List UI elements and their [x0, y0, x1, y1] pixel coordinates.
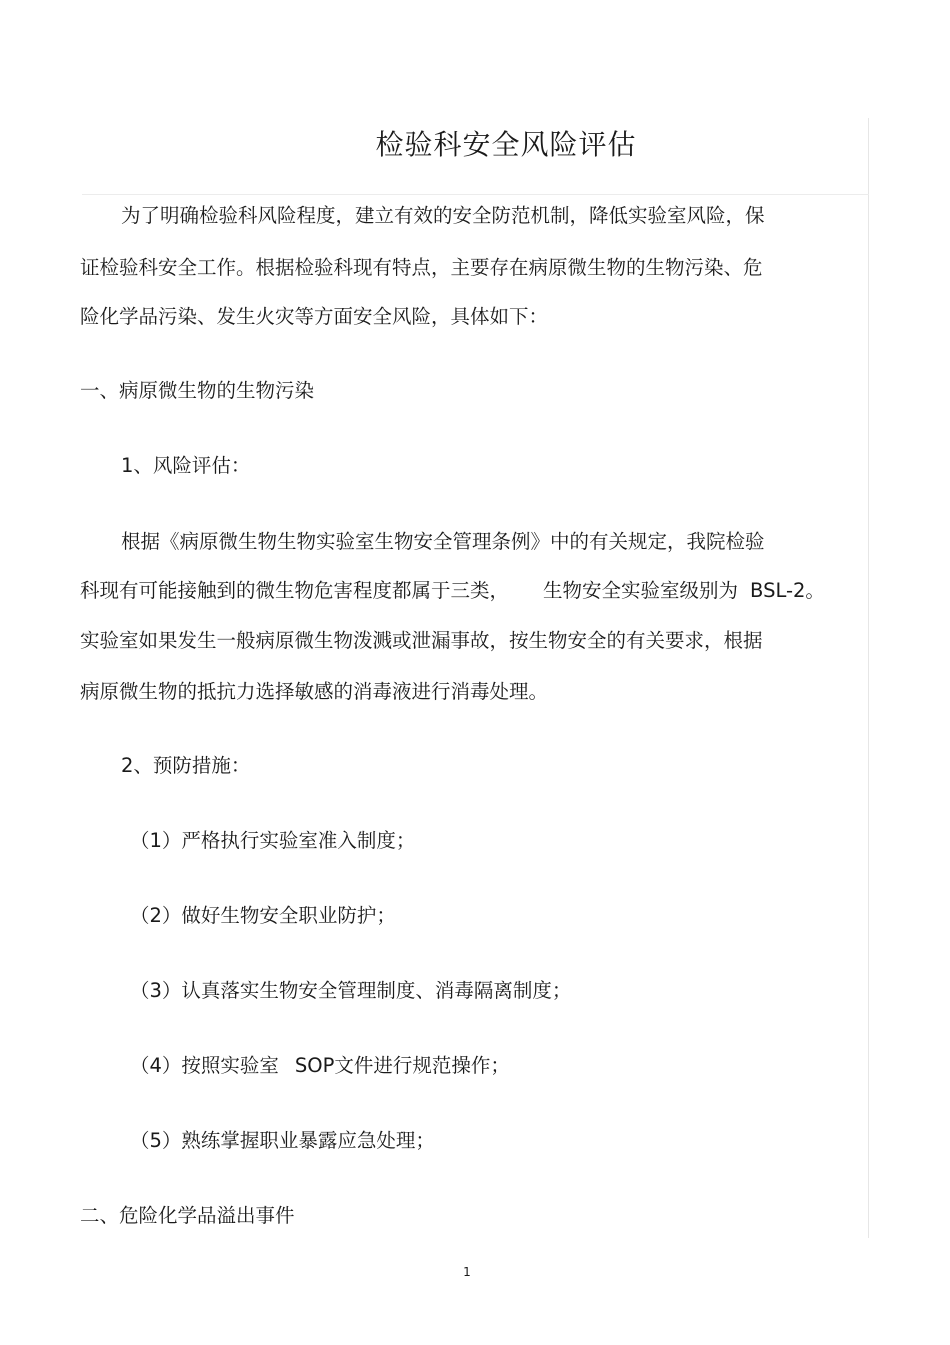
measure-item-2: （2）做好生物安全职业防护； — [130, 904, 396, 927]
page-frame-top-edge — [82, 194, 869, 195]
intro-line-3: 险化学品污染、发生火灾等方面安全风险，具体如下： — [80, 305, 549, 328]
section-2-heading: 二、危险化学品溢出事件 — [80, 1204, 295, 1227]
measure-item-4 — [130, 1051, 510, 1081]
measure-item-4-part-b: SOP文件进行规范操作； — [294, 1054, 510, 1077]
document-title: 检验科安全风险评估 — [375, 128, 637, 161]
measure-item-5: （5）熟练掌握职业暴露应急处理； — [130, 1129, 435, 1152]
section-1-heading: 一、病原微生物的生物污染 — [80, 379, 315, 402]
risk-paragraph-line-2 — [80, 576, 825, 606]
risk-paragraph-line-3: 实验室如果发生一般病原微生物泼溅或泄漏事故，按生物安全的有关要求，根据 — [80, 629, 763, 652]
risk-paragraph-line-2-part-b: 生物安全实验室级别为 — [543, 579, 739, 602]
measure-item-4-part-a: （4）按照实验室 — [130, 1054, 279, 1077]
biosafety-level-text: BSL-2。 — [750, 579, 825, 602]
intro-line-2: 证检验科安全工作。根据检验科现有特点，主要存在病原微生物的生物污染、危 — [80, 256, 763, 279]
page-frame-right-edge — [868, 118, 869, 1238]
measure-item-1: （1）严格执行实验室准入制度； — [130, 829, 416, 852]
risk-paragraph-line-2-part-a: 科现有可能接触到的微生物危害程度都属于三类， — [80, 579, 510, 602]
measure-item-3: （3）认真落实生物安全管理制度、消毒隔离制度； — [130, 979, 572, 1002]
risk-paragraph-line-4: 病原微生物的抵抗力选择敏感的消毒液进行消毒处理。 — [80, 680, 549, 703]
prevention-heading: 2、预防措施： — [121, 754, 251, 777]
intro-line-1: 为了明确检验科风险程度，建立有效的安全防范机制，降低实验室风险，保 — [121, 204, 765, 227]
risk-assessment-heading: 1、风险评估： — [121, 454, 251, 477]
risk-paragraph-line-1: 根据《病原微生物生物实验室生物安全管理条例》中的有关规定，我院检验 — [121, 530, 765, 553]
page-number: 1 — [463, 1265, 471, 1279]
